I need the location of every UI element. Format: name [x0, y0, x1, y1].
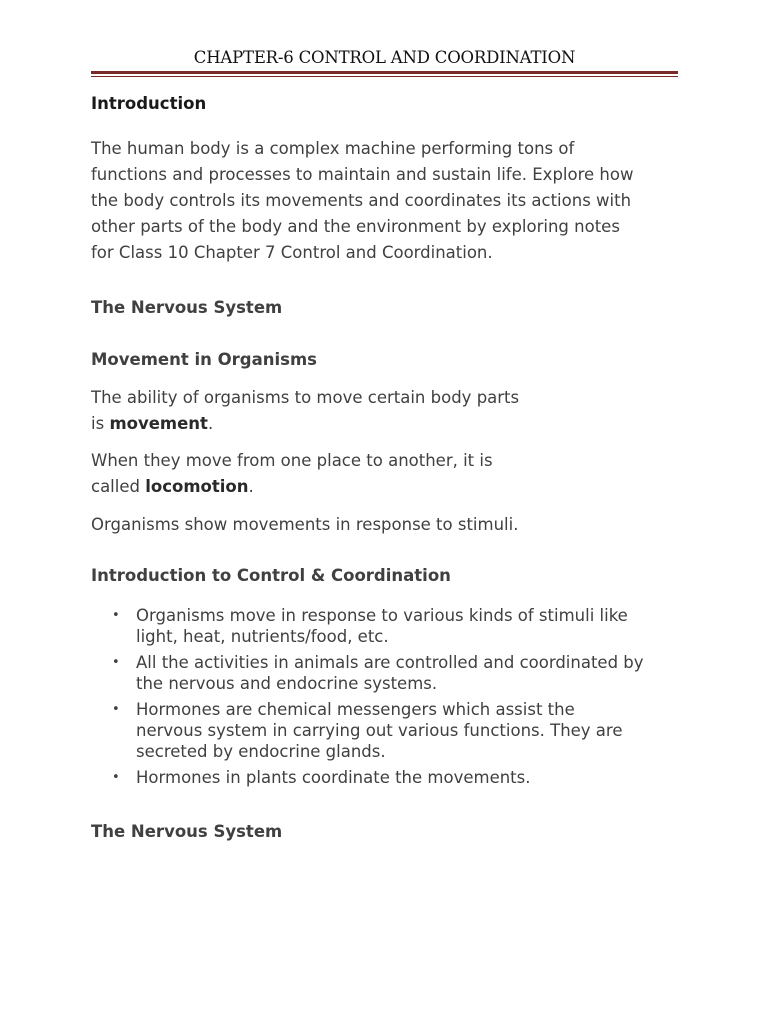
bullet-line: secreted by endocrine glands. [136, 742, 386, 761]
locomotion-line-1: When they move from one place to another, it is [91, 451, 493, 470]
bullet-icon: • [112, 770, 120, 785]
heading-nervous-system: The Nervous System [91, 298, 283, 317]
movement-suffix: . [207, 414, 214, 433]
list-item [91, 605, 681, 647]
bullet-line: the nervous and endocrine systems. [136, 674, 438, 693]
intro-line: the body controls its movements and coordinates its actions with [91, 191, 632, 210]
locomotion-term: locomotion [145, 477, 249, 496]
movement-line-2 [91, 411, 519, 437]
locomotion-line-2 [91, 474, 493, 500]
movement-prefix: is [91, 414, 110, 433]
bullet-line: Hormones in plants coordinate the movements. [136, 768, 531, 787]
stimuli-line: Organisms show movements in response to stimuli. [91, 515, 519, 534]
bullet-line: Hormones are chemical messengers which assist the [136, 700, 575, 719]
stimuli-paragraph [91, 512, 518, 538]
header-rule-thin [91, 76, 678, 77]
locomotion-paragraph [91, 448, 493, 500]
list-item [91, 767, 681, 788]
list-item [91, 699, 681, 762]
control-bullet-list [91, 605, 681, 793]
list-item [91, 652, 681, 694]
intro-line: The human body is a complex machine performing tons of [91, 139, 575, 158]
heading-introduction: Introduction [91, 94, 207, 113]
movement-paragraph [91, 385, 519, 437]
bullet-icon: • [112, 608, 120, 623]
intro-line: for Class 10 Chapter 7 Control and Coordination. [91, 243, 493, 262]
bullet-line: Organisms move in response to various kinds of stimuli like [136, 606, 628, 625]
heading-movement-in-organisms: Movement in Organisms [91, 350, 317, 369]
heading-nervous-system-2: The Nervous System [91, 822, 283, 841]
locomotion-prefix: called [91, 477, 146, 496]
bullet-line: All the activities in animals are controlled and coordinated by [136, 653, 644, 672]
bullet-line: nervous system in carrying out various functions. They are [136, 721, 623, 740]
chapter-title: CHAPTER-6 CONTROL AND COORDINATION [193, 48, 576, 67]
heading-control-coordination: Introduction to Control & Coordination [91, 566, 451, 585]
locomotion-suffix: . [248, 477, 254, 496]
bullet-icon: • [112, 702, 120, 717]
bullet-icon: • [112, 655, 120, 670]
intro-line: other parts of the body and the environment by exploring notes [91, 217, 620, 236]
movement-line-1: The ability of organisms to move certain body parts [91, 388, 520, 407]
header-rule-thick [91, 71, 678, 74]
intro-line: functions and processes to maintain and sustain life. Explore how [91, 165, 634, 184]
intro-paragraph [91, 136, 633, 266]
movement-term: movement [109, 414, 208, 433]
bullet-line: light, heat, nutrients/food, etc. [136, 627, 389, 646]
